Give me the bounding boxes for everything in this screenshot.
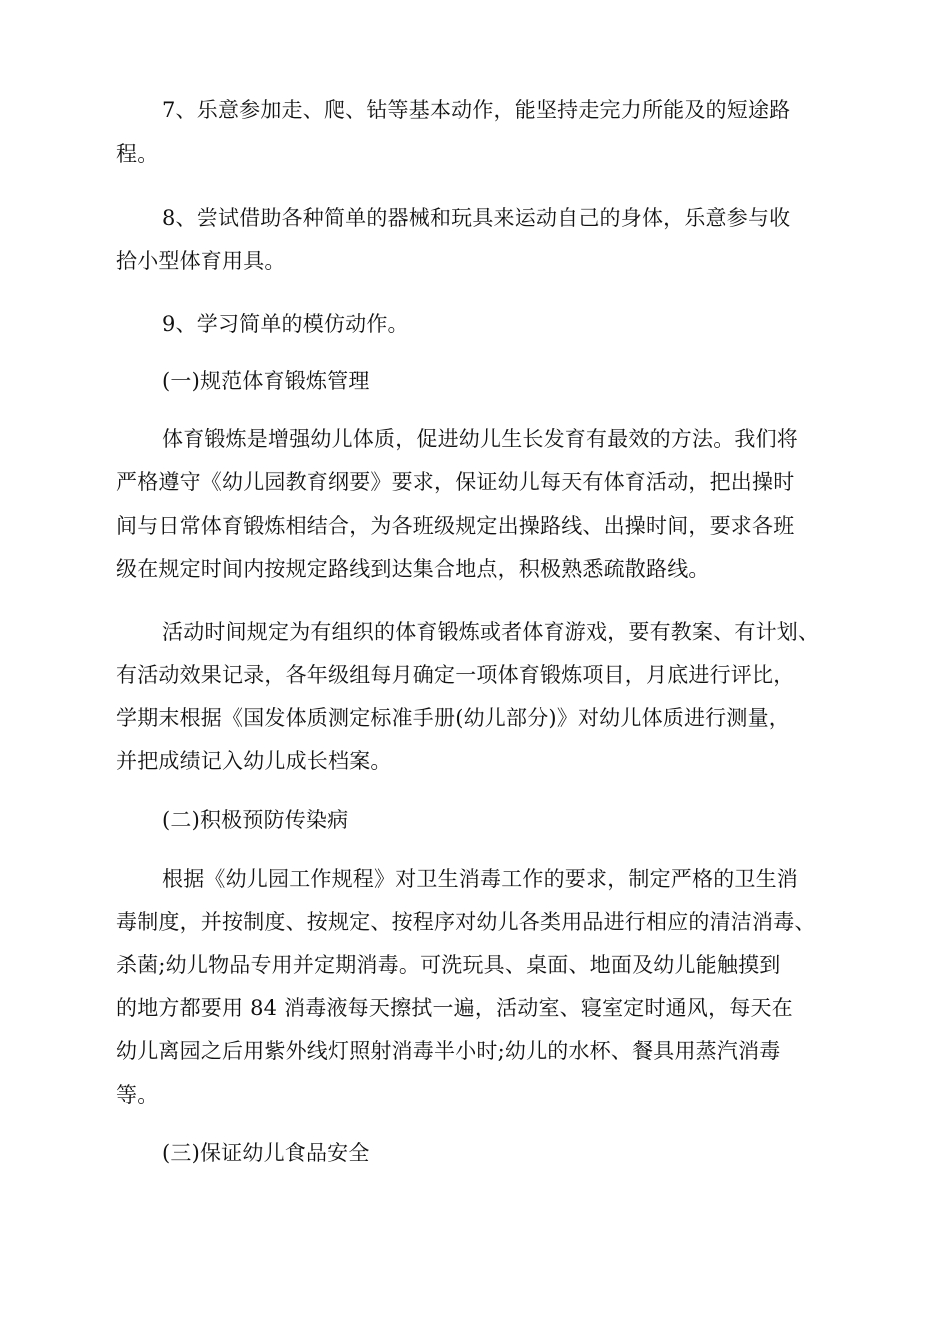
paragraph-10-line-2: 严格遵守《幼儿园教育纲要》要求，保证幼儿每天有体育活动，把出操时	[116, 470, 795, 494]
paragraph-7-line-2: 程。	[116, 142, 159, 166]
section-heading-3: (三)保证幼儿食品安全	[162, 1141, 370, 1165]
paragraph-8-line-1: 8、尝试借助各种简单的器械和玩具来运动自己的身体，乐意参与收	[162, 206, 791, 230]
paragraph-10-line-4: 级在规定时间内按规定路线到达集合地点，积极熟悉疏散路线。	[116, 557, 710, 581]
paragraph-11-line-4: 并把成绩记入幼儿成长档案。	[116, 749, 392, 773]
paragraph-12-line-3: 杀菌;幼儿物品专用并定期消毒。可洗玩具、桌面、地面及幼儿能触摸到	[116, 953, 781, 977]
paragraph-10-line-1: 体育锻炼是增强幼儿体质，促进幼儿生长发育有最效的方法。我们将	[162, 427, 798, 451]
paragraph-11-line-3: 学期末根据《国发体质测定标准手册(幼儿部分)》对幼儿体质进行测量，	[116, 706, 790, 730]
paragraph-12-line-4: 的地方都要用 84 消毒液每天擦拭一遍，活动室、寝室定时通风，每天在	[116, 996, 793, 1020]
paragraph-12-line-5: 幼儿离园之后用紫外线灯照射消毒半小时;幼儿的水杯、餐具用蒸汽消毒	[116, 1039, 781, 1063]
paragraph-7-line-1: 7、乐意参加走、爬、钻等基本动作，能坚持走完力所能及的短途路	[162, 98, 791, 122]
paragraph-12-line-6: 等。	[116, 1083, 159, 1107]
paragraph-10-line-3: 间与日常体育锻炼相结合，为各班级规定出操路线、出操时间，要求各班	[116, 514, 795, 538]
paragraph-9-line-1: 9、学习简单的模仿动作。	[162, 312, 409, 336]
paragraph-12-line-2: 毒制度，并按制度、按规定、按程序对幼儿各类用品进行相应的清洁消毒、	[116, 910, 816, 934]
section-heading-1: (一)规范体育锻炼管理	[162, 369, 370, 393]
paragraph-11-line-1: 活动时间规定为有组织的体育锻炼或者体育游戏，要有教案、有计划、	[162, 620, 820, 644]
paragraph-12-line-1: 根据《幼儿园工作规程》对卫生消毒工作的要求，制定严格的卫生消	[162, 867, 798, 891]
section-heading-2: (二)积极预防传染病	[162, 808, 349, 832]
paragraph-8-line-2: 拾小型体育用具。	[116, 249, 286, 273]
paragraph-11-line-2: 有活动效果记录，各年级组每月确定一项体育锻炼项目，月底进行评比，	[116, 663, 795, 687]
